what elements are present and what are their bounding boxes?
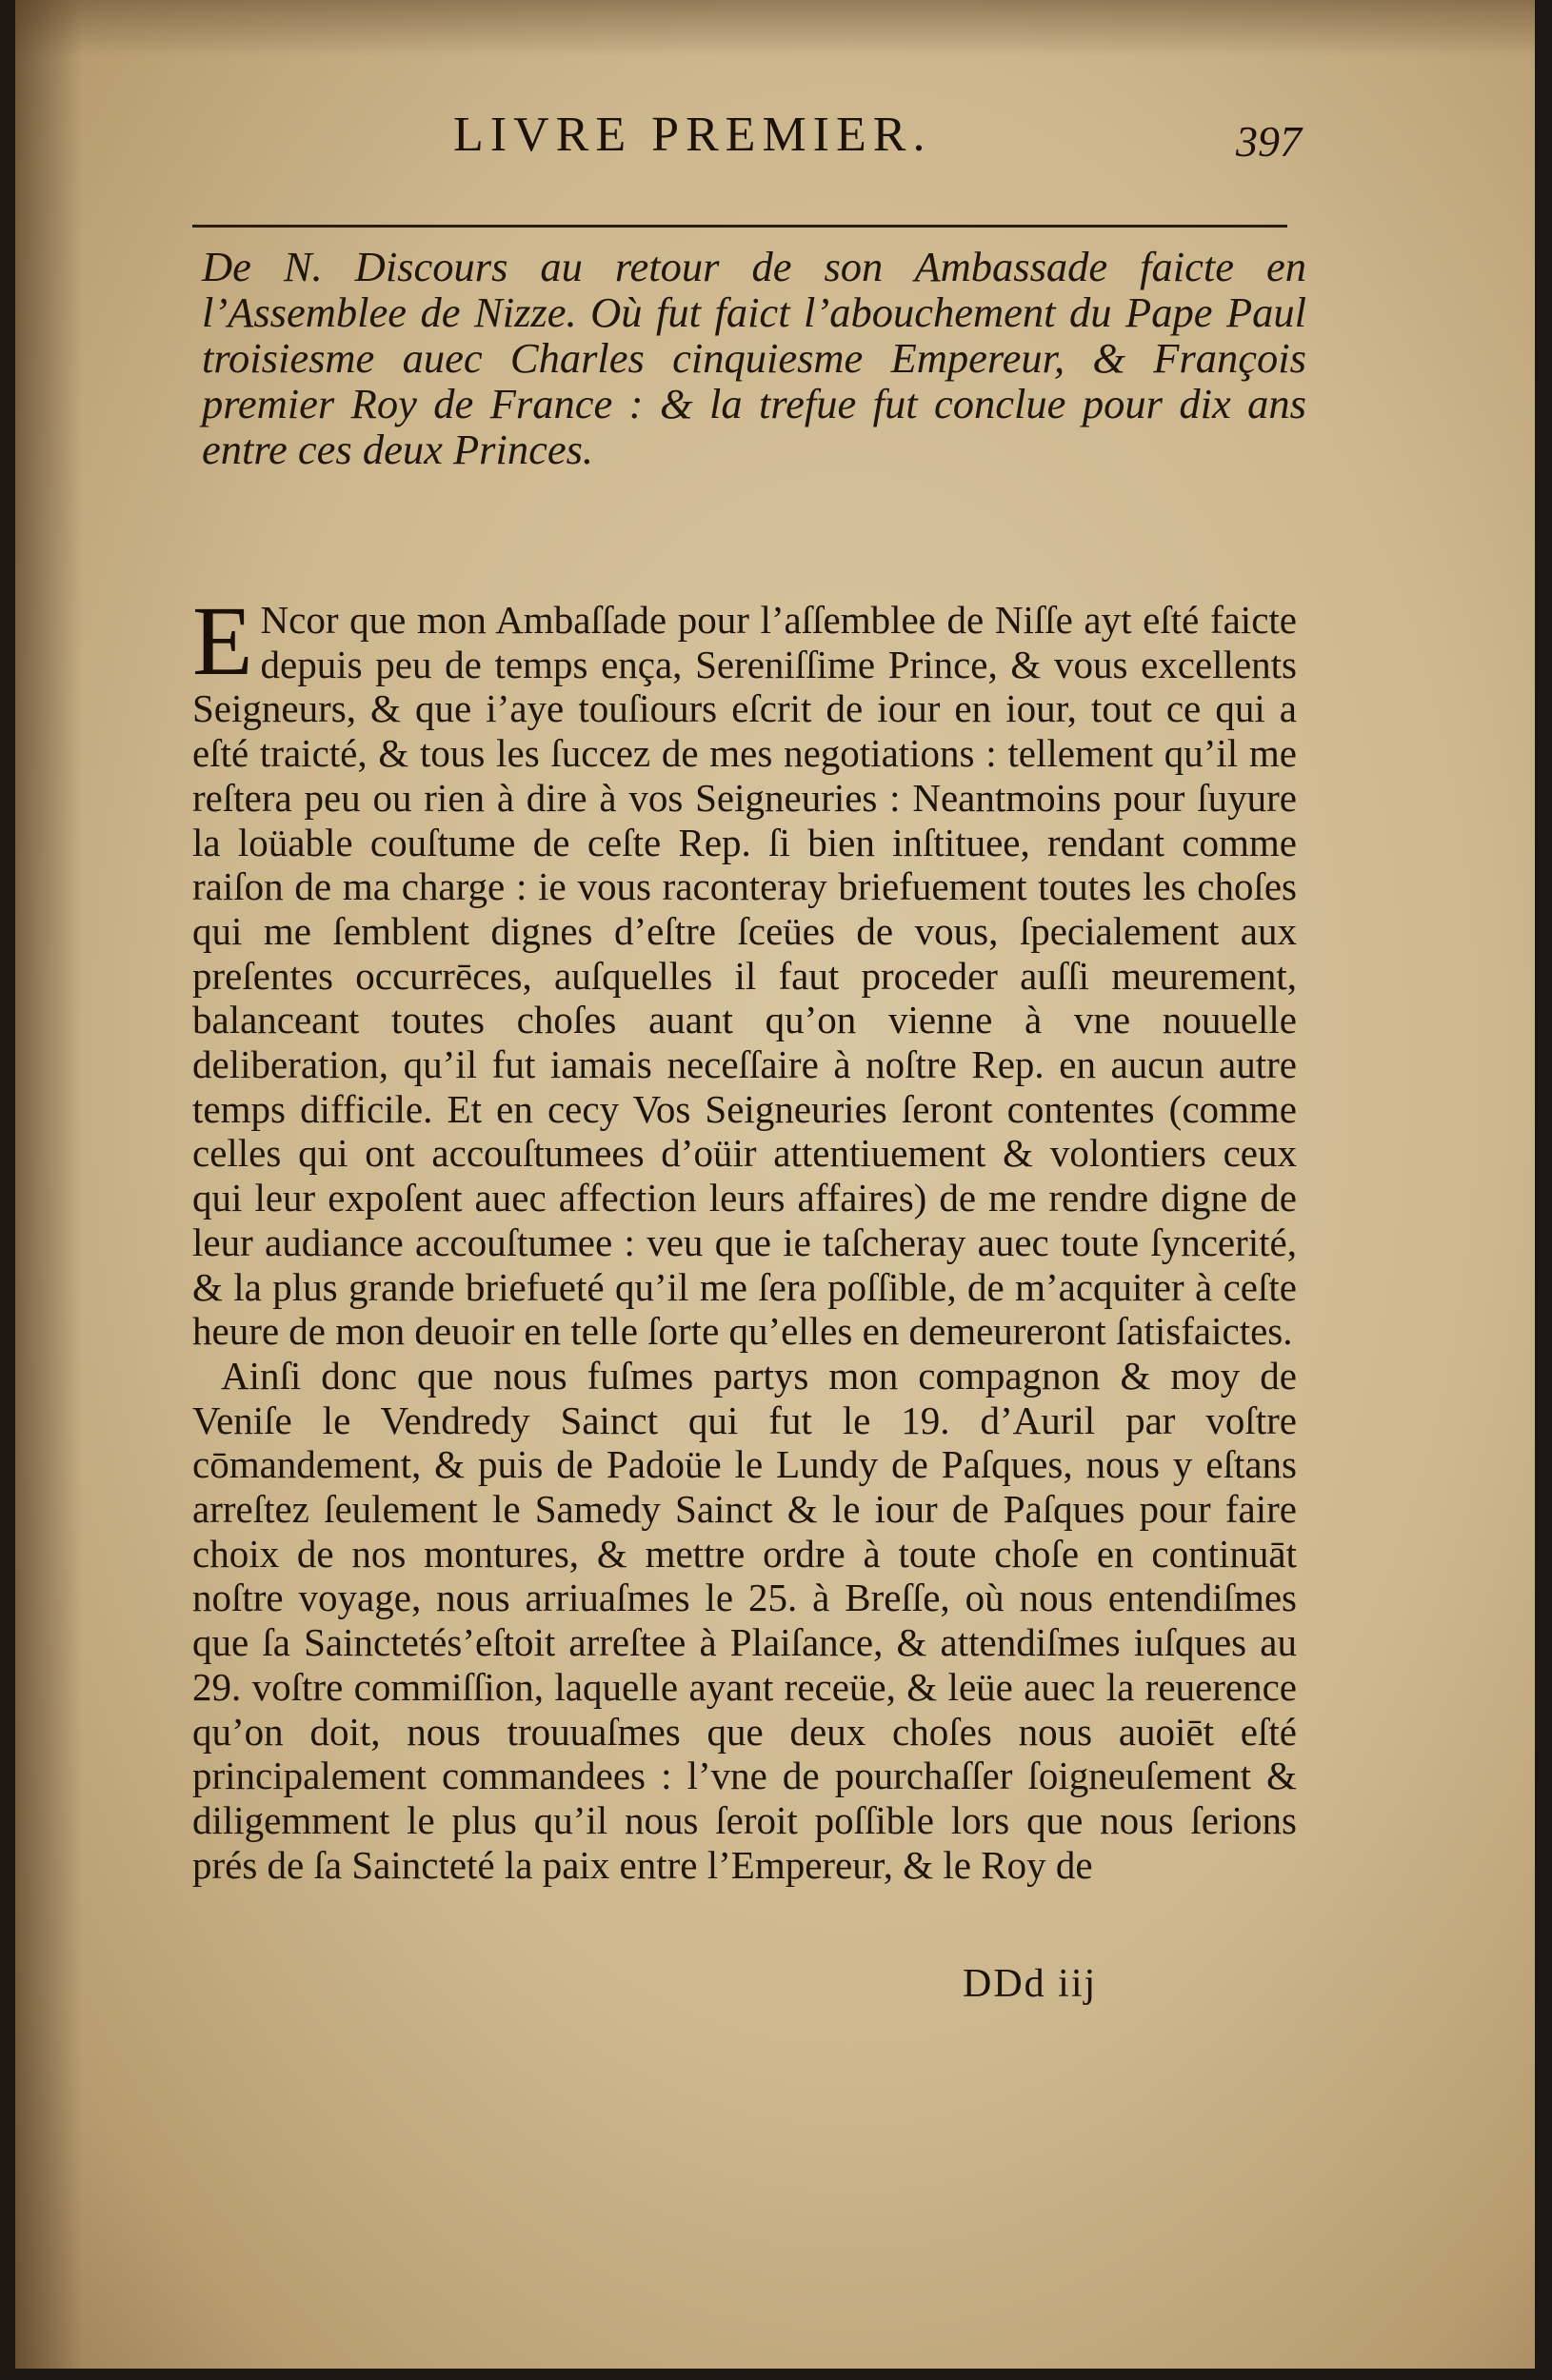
book-page [15, 0, 1535, 2369]
running-head: LIVRE PREMIER. [453, 108, 932, 162]
page-number: 397 [1236, 117, 1302, 166]
paragraph-2: Ainſi donc que nous fuſmes partys mon compagnon & moy de Veniſe le Vendredy Sainct qui fut le 19. d’Auril par voſtre cōmandement, & puis de Padoüe le Lundy de Paſques, nous y eſtans arreſtez ſeulement le Samedy Sainct & le iour de Paſques pour faire choix de nos montures, & mettre ordre à toute choſe en continuāt noſtre voyage, nous arriuaſmes le 25. à Breſſe, où nous entendiſmes que ſa Sainctetés’eſtoit arreſtee à Plaiſance, & attendiſmes iuſques au 29. voſtre commiſſion, laquelle ayant receüe, & leüe auec la reuerence qu’on doit, nous trouuaſmes que deux choſes nous auoiēt eſté principalement commandees : l’vne de pourchaſſer ſoigneuſement & diligemment le plus qu’il nous ſeroit poſſible lors que nous ſerions prés de ſa Saincteté la paix entre l’Empereur, & le Roy de [192, 1353, 1297, 1887]
paragraph-1 [192, 586, 1297, 1354]
chapter-heading: De N. Discours au retour de son Ambassade faicte en l’Assemblee de Nizze. Où fut faict l’abouchement du Pape Paul troisiesme auec Charles cinquiesme Empereur, & François premier Roy de France : & la trefue fut conclue pour dix ans entre ces deux Princes. [202, 243, 1306, 473]
drop-cap: E [192, 586, 253, 696]
paragraph-1-text: Ncor que mon Ambaſſade pour l’aſſemblee de Niſſe ayt eſté faicte depuis peu de temps ença, Sereniſſime Prince, & vous excellents Seigneurs, & que i’aye touſiours eſcrit de iour en iour, tout ce qui a eſté traicté, & tous les ſuccez de mes negotiations : tellement qu’il me reſtera peu ou rien à dire à vos Seigneuries : Neantmoins pour ſuyure la loüable couſtume de ceſte Rep. ſi bien inſtituee, rendant comme raiſon de ma charge : ie vous raconteray briefuement toutes les choſes qui me ſemblent dignes d’eſtre ſceües de vous, ſpecialement aux preſentes occurrēces, auſquelles il faut proceder auſſi meurement, balanceant toutes choſes auant qu’on vienne à vne nouuelle deliberation, qu’il fut iamais neceſſaire à noſtre Rep. en aucun autre temps difficile. Et en cecy Vos Seigneuries ſeront contentes (comme celles qui ont accouſtumees d’oüir attentiuement & volontiers ceux qui leur expoſent auec affection leurs affaires) de me rendre digne de leur audiance accouſtumee : veu que ie taſcheray auec toute ſyncerité, & la plus grande briefueté qu’il me ſera poſſible, de m’acquiter à ceſte heure de mon deuoir en telle ſorte qu’elles en demeureront ſatisfaictes. [192, 598, 1297, 1354]
signature-mark: DDd iij [963, 1962, 1098, 2006]
body-text [192, 586, 1297, 1887]
header-rule [192, 225, 1287, 228]
